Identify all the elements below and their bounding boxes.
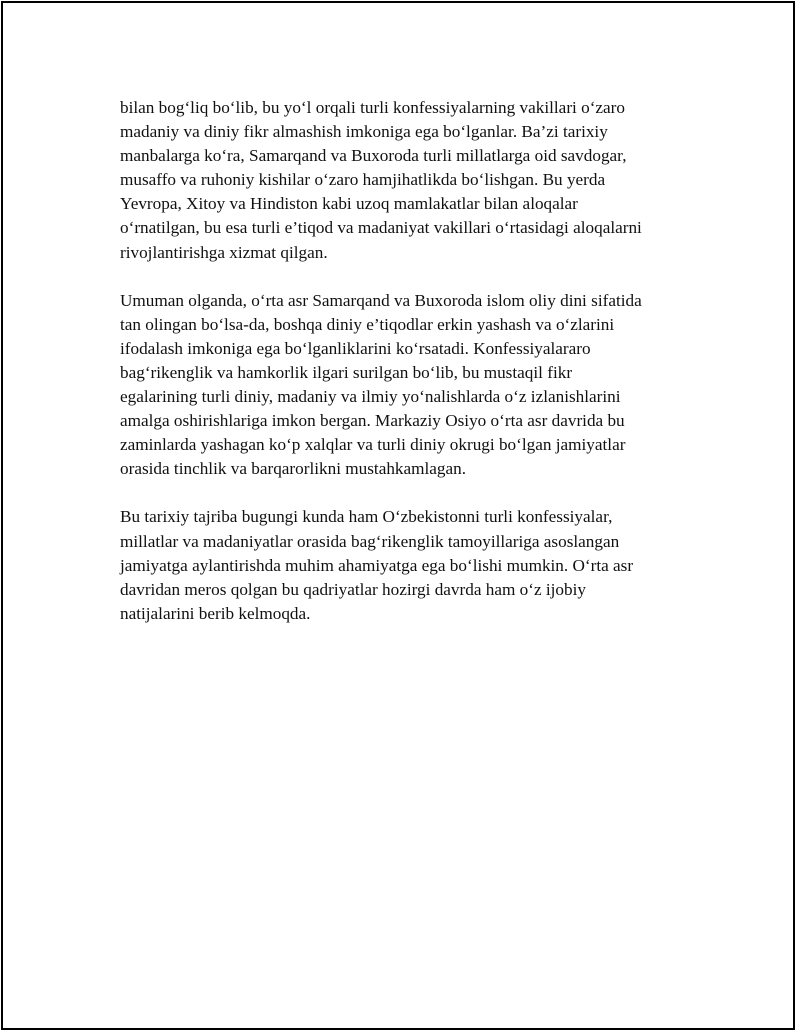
document-body: [120, 96, 690, 650]
paragraph-2: Umuman olganda, o‘rta asr Samarqand va Buxoroda islom oliy dini sifatida tan olingan bo‘lsa-da, boshqa diniy e’tiqodlar erkin yashash va o‘zlarini ifodalash imkoniga ega bo‘lganliklarini ko‘rsatadi. Konfessiyalararo bag‘rikenglik va hamkorlik ilgari surilgan bo‘lib, bu mustaqil fikr egalarining turli diniy, madaniy va ilmiy yo‘nalishlarda o‘z izlanishlarini amalga oshirishlariga imkon bergan. Markaziy Osiyo o‘rta asr davrida bu zaminlarda yashagan ko‘p xalqlar va turli diniy okrugi bo‘lgan jamiyatlar orasida tinchlik va barqarorlikni mustahkamlagan.: [120, 290, 642, 479]
paragraph-1: bilan bog‘liq bo‘lib, bu yo‘l orqali turli konfessiyalarning vakillari o‘zaro madaniy va diniy fikr almashish imkoniga ega bo‘lganlar. Ba’zi tarixiy manbalarga ko‘ra, Samarqand va Buxoroda turli millatlarga oid savdogar, musaffo va ruhoniy kishilar o‘zaro hamjihatlikda bo‘lishgan. Bu yerda Yevropa, Xitoy va Hindiston kabi uzoq mamlakatlar bilan aloqalar o‘rnatilgan, bu esa turli e’tiqod va madaniyat vakillari o‘rtasidagi aloqalarni rivojlantirishga xizmat qilgan.: [120, 98, 642, 262]
document-page: [1, 1, 795, 1030]
paragraph-3: Bu tarixiy tajriba bugungi kunda ham O‘zbekistonni turli konfessiyalar, millatlar va madaniyatlar orasida bag‘rikenglik tamoyillariga asoslangan jamiyatga aylantirishda muhim ahamiyatga ega bo‘lishi mumkin. O‘rta asr davridan meros qolgan bu qadriyatlar hozirgi davrda ham o‘z ijobiy natijalarini berib kelmoqda.: [120, 507, 634, 623]
